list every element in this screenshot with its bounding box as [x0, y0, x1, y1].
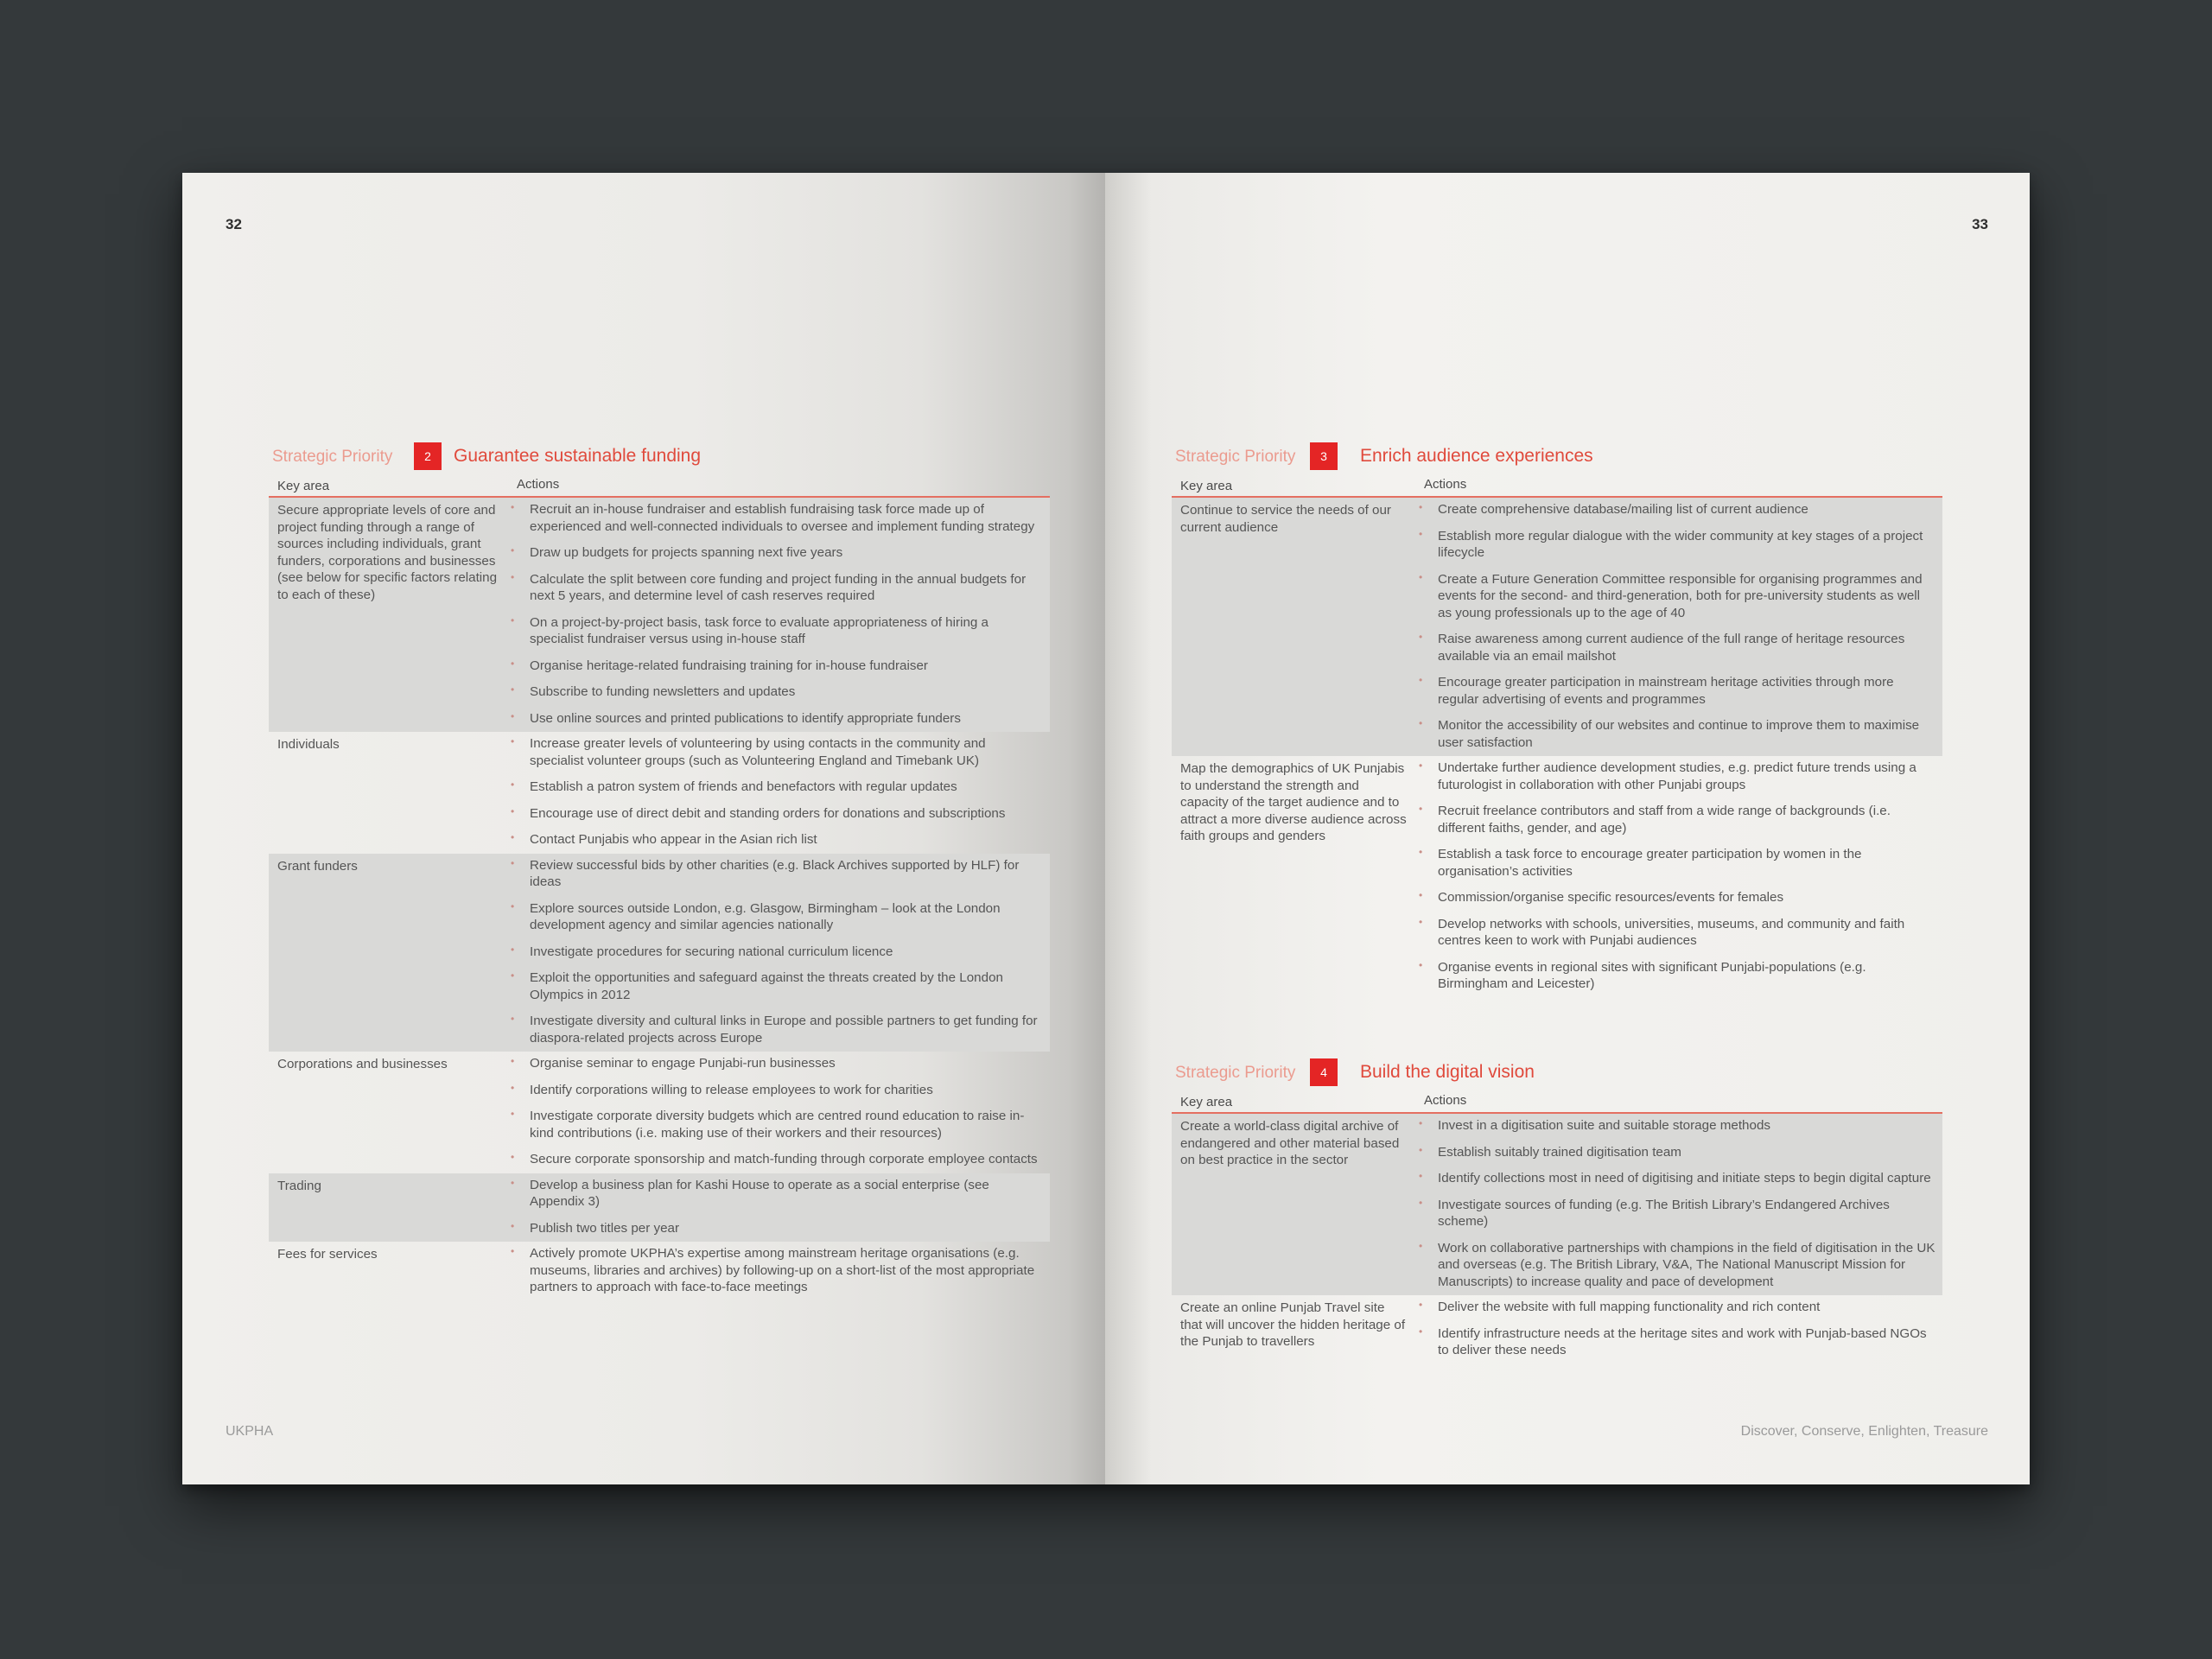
action-item: • Calculate the split between core funding and project funding in the annual budgets for next 5 years, and determine level of cash reserves required: [507, 571, 1043, 605]
actions-cell: [1415, 756, 1942, 998]
action-item: • Establish a task force to encourage greater participation by women in the organisation’s activities: [1415, 846, 1936, 880]
action-item: • Actively promote UKPHA’s expertise among mainstream heritage organisations (e.g. museums, libraries and archives) by following-up on a short-list of the most appropriate partners to approach with face-to-face meetings: [507, 1245, 1043, 1296]
table-header: [269, 472, 1050, 496]
action-item: • Create a Future Generation Committee responsible for organising programmes and events for the second- and third-generation, both for pre-university students as well as young professionals up to the age of 40: [1415, 571, 1936, 622]
table-row: [269, 498, 1050, 732]
strategic-priority-4: [1172, 1058, 1942, 1364]
action-item: • Use online sources and printed publications to identify appropriate funders: [507, 710, 1043, 728]
key-area-cell: Secure appropriate levels of core and project funding through a range of sources including individuals, grant funders, corporations and businesses (see below for specific factors relating to each of these): [277, 503, 498, 602]
action-item: • Organise heritage-related fundraising training for in-house fundraiser: [507, 658, 1043, 675]
actions-cell: [1415, 1114, 1942, 1295]
right-page: [1105, 173, 2030, 1484]
action-item: • Invest in a digitisation suite and suitable storage methods: [1415, 1117, 1936, 1135]
table-row: [269, 1242, 1050, 1301]
col-actions: Actions: [1424, 477, 1467, 492]
actions-cell: [507, 732, 1050, 854]
col-key-area: Key area: [277, 479, 330, 493]
action-item: • Secure corporate sponsorship and match-funding through corporate employee contacts: [507, 1151, 1043, 1168]
action-item: • Identify collections most in need of digitising and initiate steps to begin digital capture: [1415, 1170, 1936, 1187]
table-row: [1172, 498, 1942, 756]
strategic-priority-3: [1172, 442, 1942, 998]
priority-number-badge: 2: [414, 442, 442, 470]
actions-cell: [1415, 1295, 1942, 1364]
action-item: • Review successful bids by other charities (e.g. Black Archives supported by HLF) for ideas: [507, 857, 1043, 891]
action-item: • Deliver the website with full mapping functionality and rich content: [1415, 1299, 1936, 1316]
key-area-cell: Create an online Punjab Travel site that will uncover the hidden heritage of the Punjab to travellers: [1180, 1300, 1406, 1349]
strategic-priority-2: [269, 442, 1050, 1301]
actions-cell: [507, 1242, 1050, 1301]
table-row: [1172, 756, 1942, 998]
priority-heading: [269, 442, 1050, 472]
left-page: [182, 173, 1105, 1484]
action-item: • Organise seminar to engage Punjabi-run businesses: [507, 1055, 1043, 1072]
table-row: [1172, 1295, 1942, 1364]
action-item: • Investigate procedures for securing national curriculum licence: [507, 944, 1043, 961]
action-item: • Establish suitably trained digitisation team: [1415, 1144, 1936, 1161]
col-key-area: Key area: [1180, 479, 1233, 493]
page-number: 32: [226, 216, 242, 232]
brochure-spread: [182, 173, 2030, 1484]
priority-heading: [1172, 442, 1942, 472]
action-item: • Commission/organise specific resources/events for females: [1415, 889, 1936, 906]
page-number: 33: [1972, 216, 1988, 232]
action-item: • Establish more regular dialogue with the wider community at key stages of a project lifecycle: [1415, 528, 1936, 562]
key-area-cell: Continue to service the needs of our current audience: [1180, 503, 1391, 535]
key-area-cell: Corporations and businesses: [277, 1057, 448, 1071]
key-area-cell: Fees for services: [277, 1247, 378, 1262]
action-item: • Explore sources outside London, e.g. Glasgow, Birmingham – look at the London development agency and similar agencies nationally: [507, 900, 1043, 934]
priority-number-badge: 4: [1310, 1058, 1338, 1086]
action-item: • Establish a patron system of friends and benefactors with regular updates: [507, 779, 1043, 796]
actions-cell: [1415, 498, 1942, 756]
action-item: • Publish two titles per year: [507, 1220, 1043, 1237]
priority-table: [1172, 498, 1942, 998]
action-item: • Recruit an in-house fundraiser and establish fundraising task force made up of experienced and well-connected individuals to oversee and implement funding strategy: [507, 501, 1043, 535]
action-item: • Investigate sources of funding (e.g. The British Library’s Endangered Archives scheme): [1415, 1197, 1936, 1230]
action-item: • Contact Punjabis who appear in the Asian rich list: [507, 831, 1043, 849]
action-item: • On a project-by-project basis, task force to evaluate appropriateness of hiring a specialist fundraiser versus using in-house staff: [507, 614, 1043, 648]
action-item: • Draw up budgets for projects spanning next five years: [507, 544, 1043, 562]
table-header: [1172, 1088, 1942, 1112]
action-item: • Monitor the accessibility of our websites and continue to improve them to maximise user satisfaction: [1415, 717, 1936, 751]
action-item: • Recruit freelance contributors and staff from a wide range of backgrounds (i.e. different faiths, gender, and age): [1415, 803, 1936, 836]
action-item: • Organise events in regional sites with significant Punjabi-populations (e.g. Birmingham and Leicester): [1415, 959, 1936, 993]
table-row: [269, 1173, 1050, 1243]
col-key-area: Key area: [1180, 1095, 1233, 1109]
priority-title: Enrich audience experiences: [1360, 446, 1593, 466]
action-item: • Work on collaborative partnerships with champions in the field of digitisation in the UK and overseas (e.g. The British Library, V&A, The National Manuscript Mission for Manuscripts) to increase quality and pace of development: [1415, 1240, 1936, 1291]
action-item: • Exploit the opportunities and safeguard against the threats created by the London Olympics in 2012: [507, 969, 1043, 1003]
action-item: • Develop networks with schools, universities, museums, and community and faith centres keen to work with Punjabi audiences: [1415, 916, 1936, 950]
action-item: • Encourage greater participation in mainstream heritage activities through more regular advertising of events and programmes: [1415, 674, 1936, 708]
table-row: [269, 1052, 1050, 1173]
action-item: • Increase greater levels of volunteering by using contacts in the community and specialist volunteer groups (such as Volunteering England and Timebank UK): [507, 735, 1043, 769]
key-area-cell: Individuals: [277, 737, 340, 752]
key-area-cell: Map the demographics of UK Punjabis to understand the strength and capacity of the target audience and to attract a more diverse audience across faith groups and genders: [1180, 761, 1407, 843]
priority-title: Guarantee sustainable funding: [454, 446, 702, 466]
actions-cell: [507, 1052, 1050, 1173]
action-item: • Investigate diversity and cultural links in Europe and possible partners to get funding for diaspora-related projects across Europe: [507, 1013, 1043, 1046]
action-item: • Undertake further audience development studies, e.g. predict future trends using a futurologist in collaboration with other Punjabi groups: [1415, 760, 1936, 793]
footer-org: UKPHA: [226, 1424, 274, 1439]
table-header: [1172, 472, 1942, 496]
priority-title: Build the digital vision: [1360, 1062, 1535, 1082]
key-area-cell: Create a world-class digital archive of endangered and other material based on best practice in the sector: [1180, 1119, 1400, 1167]
priority-label: Strategic Priority: [1175, 1064, 1296, 1082]
actions-cell: [507, 1173, 1050, 1243]
actions-cell: [507, 498, 1050, 732]
footer-tagline: Discover, Conserve, Enlighten, Treasure: [1740, 1424, 1988, 1439]
actions-cell: [507, 854, 1050, 1052]
col-actions: Actions: [517, 477, 560, 492]
action-item: • Identify corporations willing to release employees to work for charities: [507, 1082, 1043, 1099]
key-area-cell: Trading: [277, 1178, 321, 1193]
priority-label: Strategic Priority: [272, 448, 393, 466]
action-item: • Raise awareness among current audience of the full range of heritage resources available via an email mailshot: [1415, 631, 1936, 664]
col-actions: Actions: [1424, 1093, 1467, 1108]
key-area-cell: Grant funders: [277, 858, 358, 874]
priority-table: [1172, 1114, 1942, 1364]
priority-table: [269, 498, 1050, 1301]
priority-label: Strategic Priority: [1175, 448, 1296, 466]
action-item: • Develop a business plan for Kashi House to operate as a social enterprise (see Appendix 3): [507, 1177, 1043, 1211]
table-row: [269, 854, 1050, 1052]
table-row: [269, 732, 1050, 854]
action-item: • Create comprehensive database/mailing list of current audience: [1415, 501, 1936, 518]
action-item: • Encourage use of direct debit and standing orders for donations and subscriptions: [507, 805, 1043, 823]
action-item: • Subscribe to funding newsletters and updates: [507, 683, 1043, 701]
action-item: • Investigate corporate diversity budgets which are centred round education to raise in-kind contributions (i.e. making use of their workers and their resources): [507, 1108, 1043, 1141]
action-item: • Identify infrastructure needs at the heritage sites and work with Punjab-based NGOs to deliver these needs: [1415, 1325, 1936, 1359]
priority-number-badge: 3: [1310, 442, 1338, 470]
table-row: [1172, 1114, 1942, 1295]
priority-heading: [1172, 1058, 1942, 1088]
